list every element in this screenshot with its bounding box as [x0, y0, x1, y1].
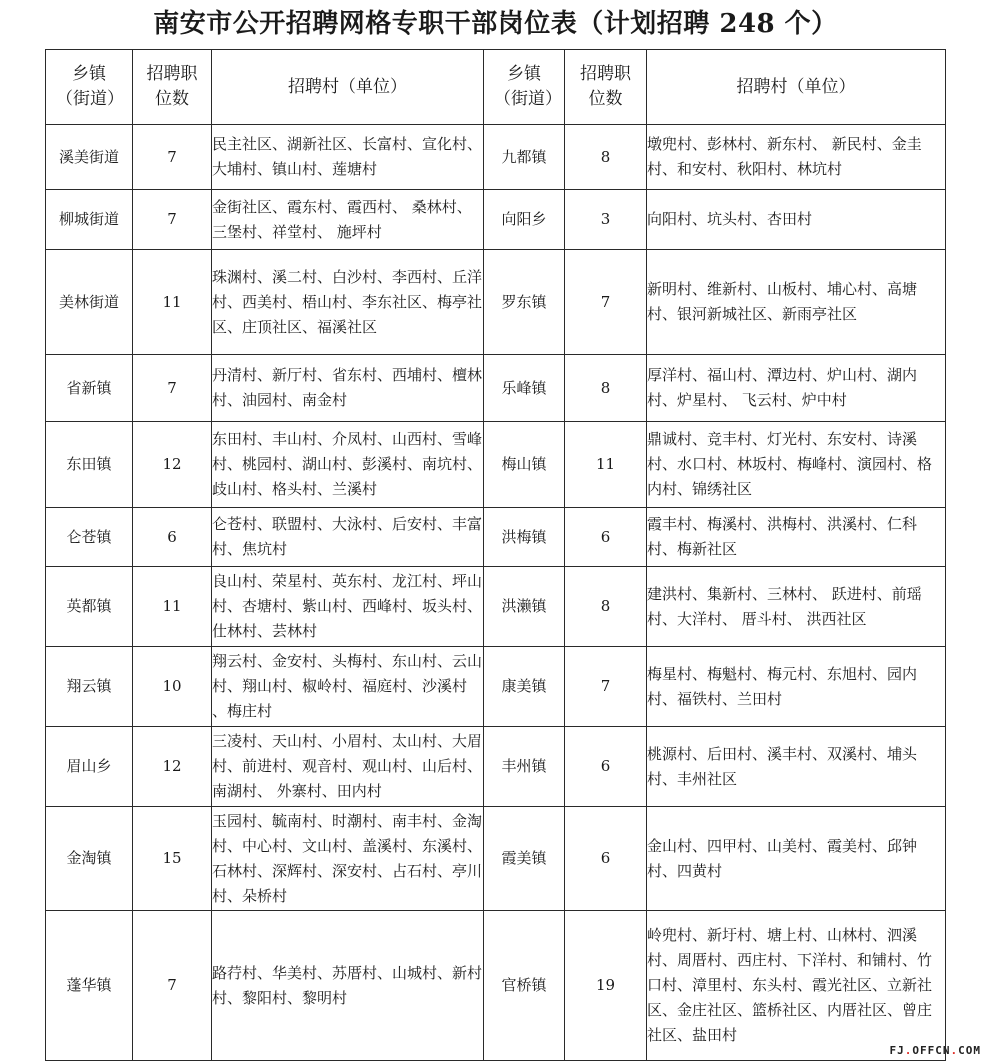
town-cell: 溪美街道: [46, 125, 133, 190]
town-cell: 洪梅镇: [484, 508, 565, 567]
villages-cell: 鼎诚村、竞丰村、灯光村、东安村、诗溪村、水口村、林坂村、梅峰村、演园村、格内村、锦绣社区: [647, 422, 946, 508]
town-cell: 洪濑镇: [484, 567, 565, 647]
villages-cell: 金街社区、霞东村、霞西村、 桑林村、三堡村、祥堂村、 施坪村: [212, 190, 484, 250]
header-count: 招聘职位数: [565, 50, 647, 125]
position-count-cell: 8: [565, 355, 647, 422]
villages-cell: 丹清村、新厅村、省东村、西埔村、檀林村、油园村、南金村: [212, 355, 484, 422]
header-count: 招聘职位数: [133, 50, 212, 125]
position-count-cell: 6: [565, 727, 647, 807]
position-count-cell: 7: [133, 355, 212, 422]
table-row: [46, 125, 946, 190]
town-cell: 九都镇: [484, 125, 565, 190]
villages-cell: 民主社区、湖新社区、长富村、宣化村、大埔村、镇山村、莲塘村: [212, 125, 484, 190]
villages-cell: 岭兜村、新圩村、塘上村、山林村、泗溪村、周厝村、西庄村、下洋村、和铺村、竹口村、漳里村、东头村、霞光社区、立新社区、金庄社区、篮桥社区、内厝社区、曾庄社区、盐田村: [647, 911, 946, 1061]
town-cell: 乐峰镇: [484, 355, 565, 422]
watermark: FJ.OFFCN.COM: [889, 1044, 981, 1057]
table-row: [46, 422, 946, 508]
town-cell: 梅山镇: [484, 422, 565, 508]
table-row: [46, 647, 946, 727]
table-row: [46, 911, 946, 1061]
position-count-cell: 11: [133, 250, 212, 355]
position-count-cell: 10: [133, 647, 212, 727]
position-count-cell: 7: [133, 911, 212, 1061]
table-row: [46, 727, 946, 807]
table-row: [46, 250, 946, 355]
position-count-cell: 7: [565, 250, 647, 355]
position-count-cell: 7: [565, 647, 647, 727]
villages-cell: 三凌村、天山村、小眉村、太山村、大眉村、前进村、观音村、观山村、山后村、南湖村、 外寨村、田内村: [212, 727, 484, 807]
villages-cell: 翔云村、金安村、头梅村、东山村、云山村、翔山村、椒岭村、福庭村、沙溪村 、梅庄村: [212, 647, 484, 727]
watermark-prefix: FJ: [889, 1044, 905, 1057]
villages-cell: 霞丰村、梅溪村、洪梅村、洪溪村、仁科村、梅新社区: [647, 508, 946, 567]
villages-cell: 向阳村、坑头村、杏田村: [647, 190, 946, 250]
position-count-cell: 8: [565, 125, 647, 190]
recruitment-table: [45, 49, 946, 1061]
header-town: 乡镇（街道）: [484, 50, 565, 125]
position-count-cell: 7: [133, 190, 212, 250]
position-count-cell: 6: [133, 508, 212, 567]
town-cell: 康美镇: [484, 647, 565, 727]
header-town: 乡镇（街道）: [46, 50, 133, 125]
town-cell: 翔云镇: [46, 647, 133, 727]
watermark-suffix: COM: [958, 1044, 981, 1057]
villages-cell: 东田村、丰山村、介凤村、山西村、雪峰村、桃园村、湖山村、彭溪村、南坑村、歧山村、格头村、兰溪村: [212, 422, 484, 508]
town-cell: 向阳乡: [484, 190, 565, 250]
villages-cell: 建洪村、集新村、三林村、 跃进村、前瑶村、大洋村、 厝斗村、 洪西社区: [647, 567, 946, 647]
town-cell: 柳城街道: [46, 190, 133, 250]
header-row: [46, 50, 946, 125]
villages-cell: 新明村、维新村、山板村、埔心村、高塘村、银河新城社区、新雨亭社区: [647, 250, 946, 355]
villages-cell: 路荇村、华美村、苏厝村、山城村、新村村、黎阳村、黎明村: [212, 911, 484, 1061]
position-count-cell: 6: [565, 508, 647, 567]
town-cell: 东田镇: [46, 422, 133, 508]
villages-cell: 梅星村、梅魁村、梅元村、东旭村、园内村、福铁村、兰田村: [647, 647, 946, 727]
villages-cell: 金山村、四甲村、山美村、霞美村、邱钟村、四黄村: [647, 807, 946, 911]
town-cell: 霞美镇: [484, 807, 565, 911]
town-cell: 罗东镇: [484, 250, 565, 355]
position-count-cell: 19: [565, 911, 647, 1061]
header-villages: 招聘村（单位）: [212, 50, 484, 125]
table-row: [46, 567, 946, 647]
position-count-cell: 15: [133, 807, 212, 911]
town-cell: 蓬华镇: [46, 911, 133, 1061]
town-cell: 英都镇: [46, 567, 133, 647]
villages-cell: 玉园村、毓南村、时潮村、南丰村、金淘村、中心村、文山村、盖溪村、东溪村、石林村、深辉村、深安村、占石村、亭川村、朵桥村: [212, 807, 484, 911]
villages-cell: 良山村、荣星村、英东村、龙江村、坪山村、杏塘村、紫山村、西峰村、坂头村、仕林村、芸林村: [212, 567, 484, 647]
table-row: [46, 190, 946, 250]
town-cell: 丰州镇: [484, 727, 565, 807]
villages-cell: 珠渊村、溪二村、白沙村、李西村、丘洋村、西美村、梧山村、李东社区、梅亭社区、庄顶社区、福溪社区: [212, 250, 484, 355]
table-row: [46, 355, 946, 422]
position-count-cell: 12: [133, 727, 212, 807]
villages-cell: 仑苍村、联盟村、大泳村、后安村、丰富村、焦坑村: [212, 508, 484, 567]
watermark-domain: OFFCN: [912, 1044, 951, 1057]
position-count-cell: 3: [565, 190, 647, 250]
town-cell: 仑苍镇: [46, 508, 133, 567]
town-cell: 金淘镇: [46, 807, 133, 911]
header-villages: 招聘村（单位）: [647, 50, 946, 125]
town-cell: 眉山乡: [46, 727, 133, 807]
position-count-cell: 7: [133, 125, 212, 190]
position-count-cell: 11: [565, 422, 647, 508]
town-cell: 美林街道: [46, 250, 133, 355]
position-count-cell: 12: [133, 422, 212, 508]
town-cell: 省新镇: [46, 355, 133, 422]
villages-cell: 厚洋村、福山村、潭边村、炉山村、湖内村、炉星村、 飞云村、炉中村: [647, 355, 946, 422]
position-count-cell: 11: [133, 567, 212, 647]
position-count-cell: 6: [565, 807, 647, 911]
town-cell: 官桥镇: [484, 911, 565, 1061]
villages-cell: 墩兜村、彭林村、新东村、 新民村、金圭村、和安村、秋阳村、林坑村: [647, 125, 946, 190]
table-row: [46, 807, 946, 911]
villages-cell: 桃源村、后田村、溪丰村、双溪村、埔头村、丰州社区: [647, 727, 946, 807]
position-count-cell: 8: [565, 567, 647, 647]
table-row: [46, 508, 946, 567]
page-title: 南安市公开招聘网格专职干部岗位表（计划招聘 248 个）: [153, 9, 838, 39]
